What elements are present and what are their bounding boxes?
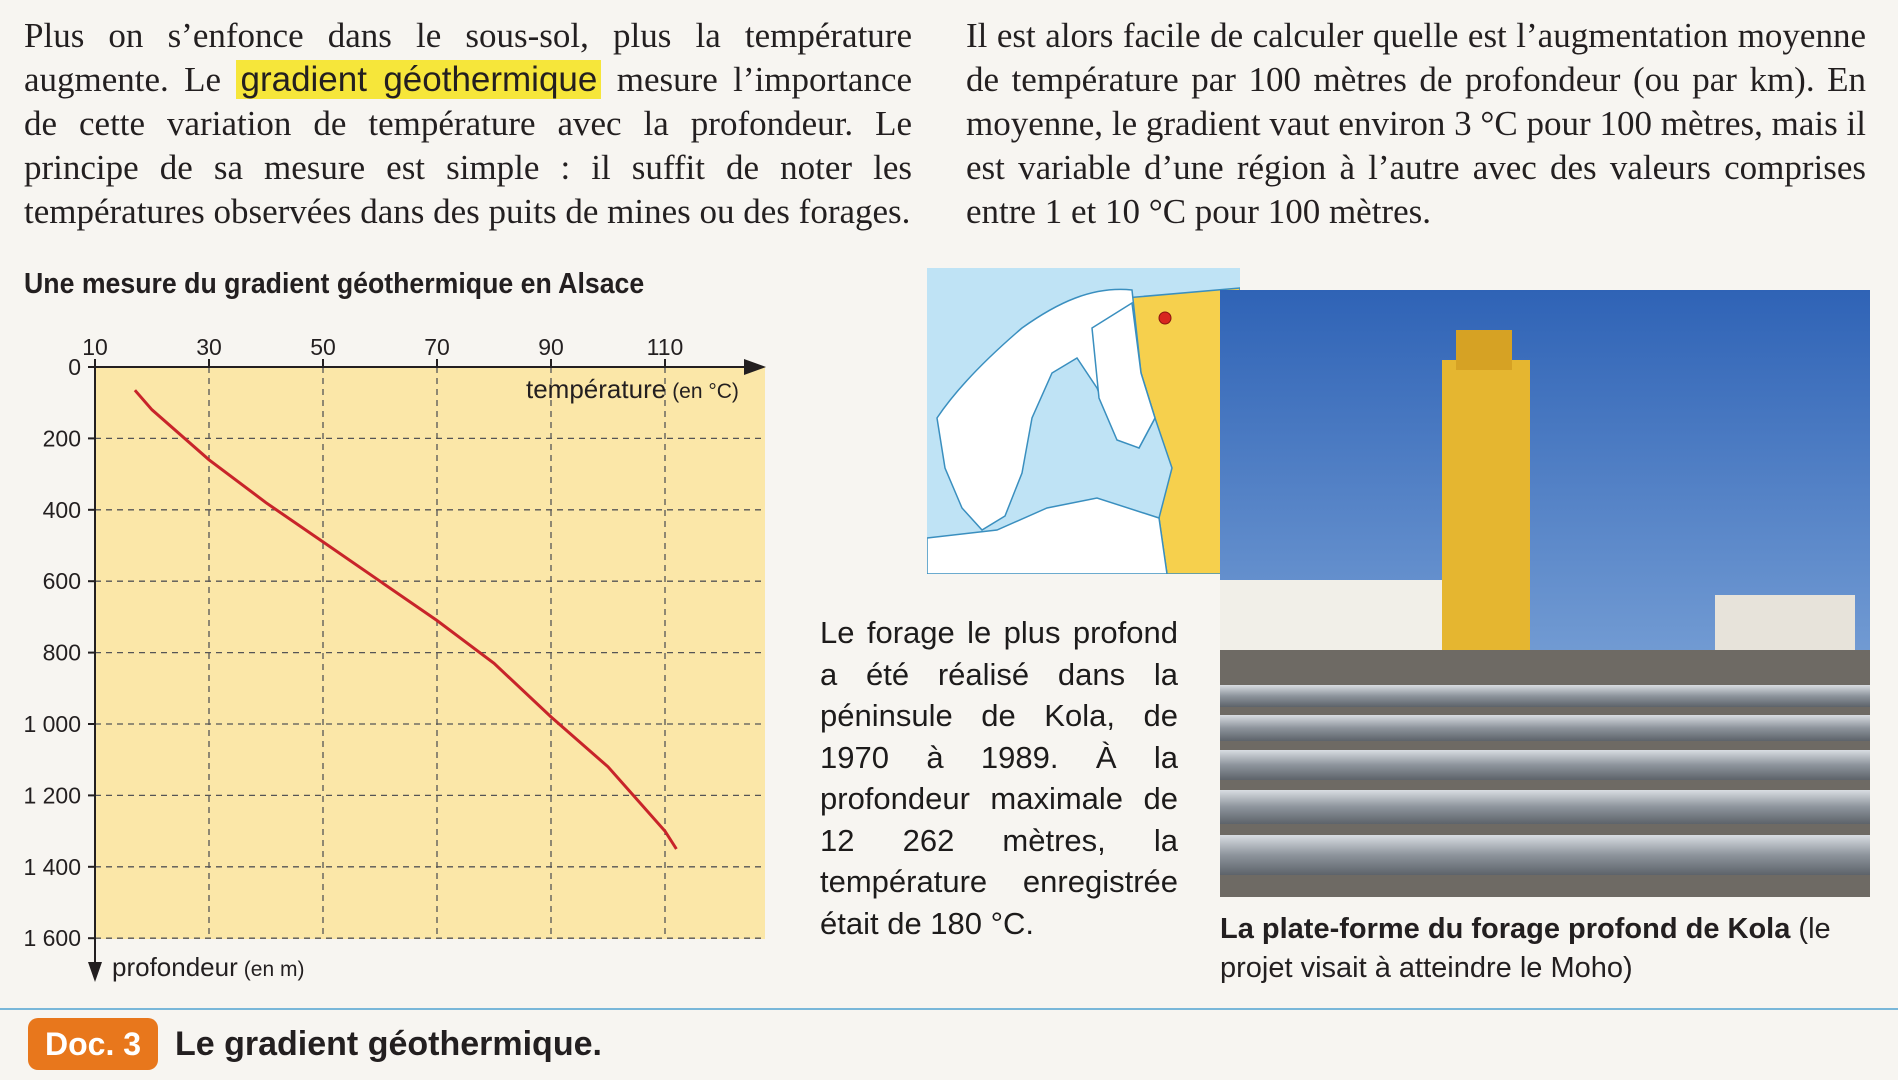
building-right <box>1715 595 1855 655</box>
intro-paragraph-left <box>24 14 912 234</box>
doc-title: Le gradient géothermique. <box>175 1025 602 1063</box>
tower-top <box>1456 330 1512 370</box>
x-tick-label-110: 110 <box>646 334 684 360</box>
y-tick-label-600: 600 <box>42 568 81 595</box>
y-tick-label-1200: 1 200 <box>23 782 81 809</box>
y-tick-label-1000: 1 000 <box>23 711 81 737</box>
kola-drilling-platform-photo <box>1220 290 1870 897</box>
intro-text-start: Plus on s’enfonce dans le sous-sol, plus la température augmente. Le <box>24 16 912 99</box>
y-axis-label: profondeur (en m) <box>112 952 305 982</box>
x-axis-label: température (en °C) <box>526 374 739 404</box>
kola-description: Le forage le plus profond a été réalisé dans la péninsule de Kola, de 1970 à 1989. À la profondeur maximale de 12 262 mètres, la température enregistrée était de 180 °C. <box>820 615 1178 941</box>
gradient-highlight: gradient géothermique <box>236 60 601 99</box>
y-tick-label-400: 400 <box>42 496 81 523</box>
intro-text-end: mesure l’importance de cette variation de température avec la profondeur. Le principe de sa mesure est simple : il suffit de noter les températures observées dans des puits de mines ou des forages. <box>24 60 912 231</box>
y-tick-label-1400: 1 400 <box>23 853 81 880</box>
caption-detail: (le projet visait à atteindre le Moho) <box>1220 913 1831 984</box>
y-ticks <box>23 354 95 951</box>
y-tick-label-0: 0 <box>68 354 81 380</box>
x-tick-label-50: 50 <box>310 334 336 360</box>
x-tick-label-10: 10 <box>82 334 108 360</box>
kola-location-dot <box>1159 312 1171 324</box>
y-tick-label-800: 800 <box>42 639 81 666</box>
x-tick-label-70: 70 <box>424 334 450 360</box>
x-tick-label-30: 30 <box>196 334 222 360</box>
doc-number-badge: Doc. 3 <box>28 1018 158 1070</box>
scandinavia-map <box>927 268 1240 574</box>
building-left <box>1220 580 1450 650</box>
x-tick-label-90: 90 <box>538 334 564 360</box>
y-tick-label-1600: 1 600 <box>23 925 81 952</box>
intro-paragraph-right: Il est alors facile de calculer quelle est l’augmentation moyenne de température par 100 mètres de profondeur (ou par km). En moyenne, le gradient vaut environ 3 °C pour 100 mètres, mais il est variable d’une région à l’autre avec des valeurs comprises entre 1 et 10 °C pour 100 mètres. <box>966 16 1866 231</box>
caption-title: La plate-forme du forage profond de Kola <box>1220 913 1791 945</box>
gradient-chart <box>0 320 780 1000</box>
y-axis-arrow <box>88 962 102 982</box>
doc-separator-rule <box>0 1008 1898 1010</box>
y-tick-label-200: 200 <box>42 425 81 452</box>
photo-caption <box>1220 910 1875 988</box>
drilling-tower <box>1442 360 1530 660</box>
x-ticks <box>82 334 683 367</box>
chart-title: Une mesure du gradient géothermique en Alsace <box>24 268 645 300</box>
